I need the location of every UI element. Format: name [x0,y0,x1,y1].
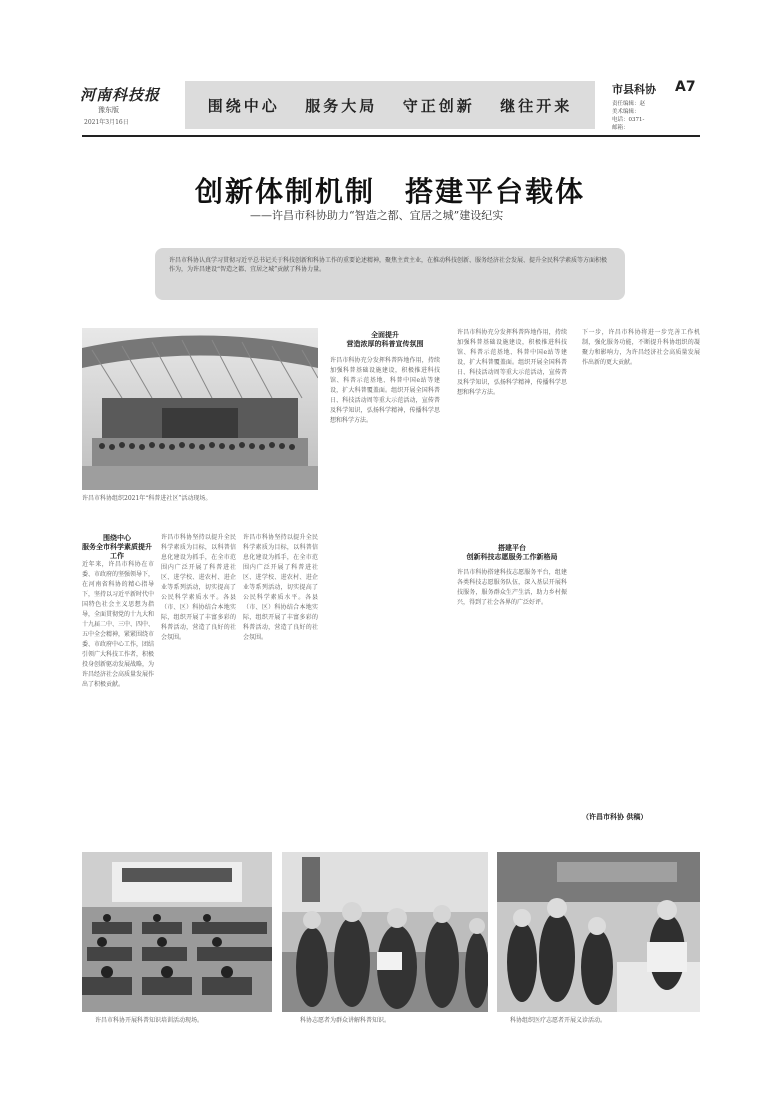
editor-line: 责任编辑：赵 [612,101,646,107]
slogan-2: 服务大局 [305,96,378,115]
col2-body: 许昌市科协坚持以提升全民科学素质为目标，以科普信息化建设为抓手，在全市范围内广泛开展了科普进社区、进学校、进农村、进企业等系列活动，切实提高了公民科学素质水平。各县（市、区）科协结合本地实际，组织开展了丰富多彩的科普活动，营造了良好的社会氛围。 [161,534,236,641]
col5-body-top: 许昌市科协充分发挥科普阵地作用，持续加强科普基础设施建设，积极推进科技馆、科普示范基地、科普中国e站等建设，扩大科普覆盖面。组织开展全国科普日、科技活动周等重大示范活动，宣传普及科学知识，弘扬科学精神，传播科学思想和科学方法。 [457,329,567,396]
slogan-1: 围绕中心 [207,96,280,115]
bottom-right-photo [497,852,700,1012]
subtitle-text: 全面提升 营造浓厚的科普宣传氛围 [346,330,424,348]
lead-paragraph: 许昌市科协认真学习贯彻习近平总书记关于科技创新和科协工作的重要论述精神，聚焦主责主业，在推动科技创新、服务经济社会发展、提升全民科学素质等方面积极作为，为许昌建设“智造之都、宜居之城”贡献了科协力量。 [155,248,625,300]
issue-date: 2021年3月16日 [84,119,129,126]
subheadline: ——许昌市科协助力“智造之都、宜居之城”建设纪实 [250,209,504,222]
bottom-left-caption: 许昌市科协开展科普知识培训活动现场。 [95,1017,204,1024]
top-photo-caption: 许昌市科协组织2021年“科普进社区”活动现场。 [82,495,212,502]
col3-subtitle [330,330,440,348]
volunteers-photo-image [282,852,488,1012]
slogan-3: 守正创新 [402,96,475,115]
edition-label: 豫东版 [98,106,119,114]
col1-subtitle [82,533,152,560]
slogan-banner [185,81,595,129]
header-rule [82,135,700,137]
col3-body-upper: 许昌市科协坚持以提升全民科学素质为目标，以科普信息化建设为抓手，在全市范围内广泛开展了科普进社区、进学校、进农村、进企业等系列活动，切实提高了公民科学素质水平。各县（市、区）科协结合本地实际，组织开展了丰富多彩的科普活动，营造了良好的社会氛围。 [243,534,318,641]
subtitle-text: 搭建平台 创新科技志愿服务工作新格局 [466,543,558,561]
article-credit: （许昌市科协 供稿） [582,812,648,821]
stadium-photo-image [82,328,318,490]
bottom-right-caption: 科协组织医疗志愿者开展义诊活动。 [510,1017,607,1024]
col6-body: 下一步，许昌市科协将进一步完善工作机制，强化服务功能，不断提升科协组织的凝聚力和影响力，为许昌经济社会高质量发展作出新的更大贡献。 [582,329,700,366]
training-photo-image [82,852,272,1012]
col1-body: 近年来，许昌市科协在市委、市政府的坚强领导下，在河南省科协的精心指导下，坚持以习近平新时代中国特色社会主义思想为指导，全面贯彻党的十九大和十九届二中、三中、四中、五中全会精神，紧紧围绕市委、市政府中心工作，团结引领广大科技工作者，积极投身创新驱动发展战略，为许昌经济社会高质量发展作出了积极贡献。 [82,561,154,688]
newspaper-masthead: 河南科技报 [80,86,161,104]
editor-line: 美术编辑： [612,109,640,115]
col4-body: 许昌市科协充分发挥科普阵地作用，持续加强科普基础设施建设，积极推进科技馆、科普示范基地、科普中国e站等建设，扩大科普覆盖面。组织开展全国科普日、科技活动周等重大示范活动，宣传普及科学知识，弘扬科学精神，传播科学思想和科学方法。 [330,357,440,424]
bottom-center-photo [282,852,488,1012]
editor-line: 邮箱： [612,125,629,131]
clinic-photo-image [497,852,700,1012]
headline: 创新体制机制 搭建平台载体 [194,175,585,208]
bottom-center-caption: 科协志愿者为群众讲解科普知识。 [300,1017,391,1024]
col5-body-bottom: 许昌市科协搭建科技志愿服务平台，组建各类科技志愿服务队伍，深入基层开展科技服务，服务群众生产生活，助力乡村振兴，得到了社会各界的广泛好评。 [457,569,567,606]
subtitle-text: 围绕中心 服务全市科学素质提升工作 [82,533,152,560]
section-label: 市县科协 [612,83,656,96]
col4-subtitle [457,543,567,561]
bottom-left-photo [82,852,272,1012]
slogan-4: 继往开来 [500,96,573,115]
top-photo [82,328,318,490]
editor-info [612,100,702,132]
editor-line: 电话：0371- [612,117,645,123]
page-number: A7 [675,79,696,95]
